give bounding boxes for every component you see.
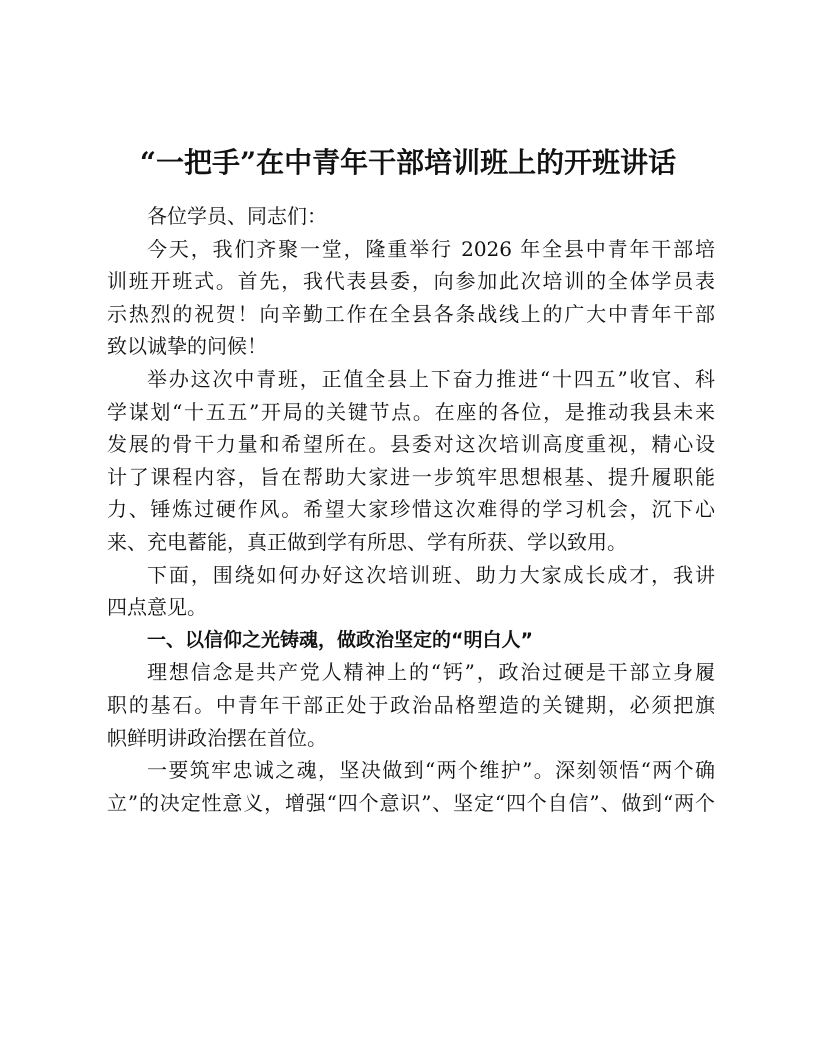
paragraph-line: 训班开班式。首先，我代表县委，向参加此次培训的全体学员表 — [107, 269, 715, 294]
paragraph-line: 示热烈的祝贺！向辛勤工作在全县各条战线上的广大中青年干部 — [107, 301, 715, 326]
paragraph-line: 职的基石。中青年干部正处于政治品格塑造的关键期，必须把旗 — [107, 692, 715, 717]
paragraph-line: 学谋划“十五五”开局的关键节点。在座的各位，是推动我县未来 — [107, 399, 715, 424]
paragraph-line: 四点意见。 — [107, 595, 207, 620]
paragraph-line: 理想信念是共产党人精神上的“钙”，政治过硬是干部立身履 — [147, 660, 715, 685]
section-heading: 一、以信仰之光铸魂，做政治坚定的“明白人” — [147, 628, 533, 651]
paragraph-line: 力、锤炼过硬作风。希望大家珍惜这次难得的学习机会，沉下心 — [107, 497, 715, 522]
paragraph-line: 举办这次中青班，正值全县上下奋力推进“十四五”收官、科 — [147, 366, 715, 391]
paragraph-line: 致以诚挚的问候！ — [107, 334, 267, 359]
paragraph-line: 今天，我们齐聚一堂，隆重举行 2026 年全县中青年干部培 — [147, 236, 715, 261]
salutation: 各位学员、同志们： — [147, 204, 327, 228]
paragraph-line: 一要筑牢忠诚之魂，坚决做到“两个维护”。深刻领悟“两个确 — [147, 758, 715, 783]
document-body — [107, 200, 715, 819]
paragraph-line: 来、充电蓄能，真正做到学有所思、学有所获、学以致用。 — [107, 529, 627, 554]
paragraph-line: 立”的决定性意义，增强“四个意识”、坚定“四个自信”、做到“两个 — [107, 790, 715, 815]
paragraph-line: 发展的骨干力量和希望所在。县委对这次培训高度重视，精心设 — [107, 432, 715, 457]
paragraph-line: 下面，围绕如何办好这次培训班、助力大家成长成才，我讲 — [147, 562, 715, 587]
paragraph-line: 计了课程内容，旨在帮助大家进一步筑牢思想根基、提升履职能 — [107, 464, 715, 489]
document-title: “一把手”在中青年干部培训班上的开班讲话 — [139, 146, 677, 179]
paragraph-line: 帜鲜明讲政治摆在首位。 — [107, 725, 327, 750]
